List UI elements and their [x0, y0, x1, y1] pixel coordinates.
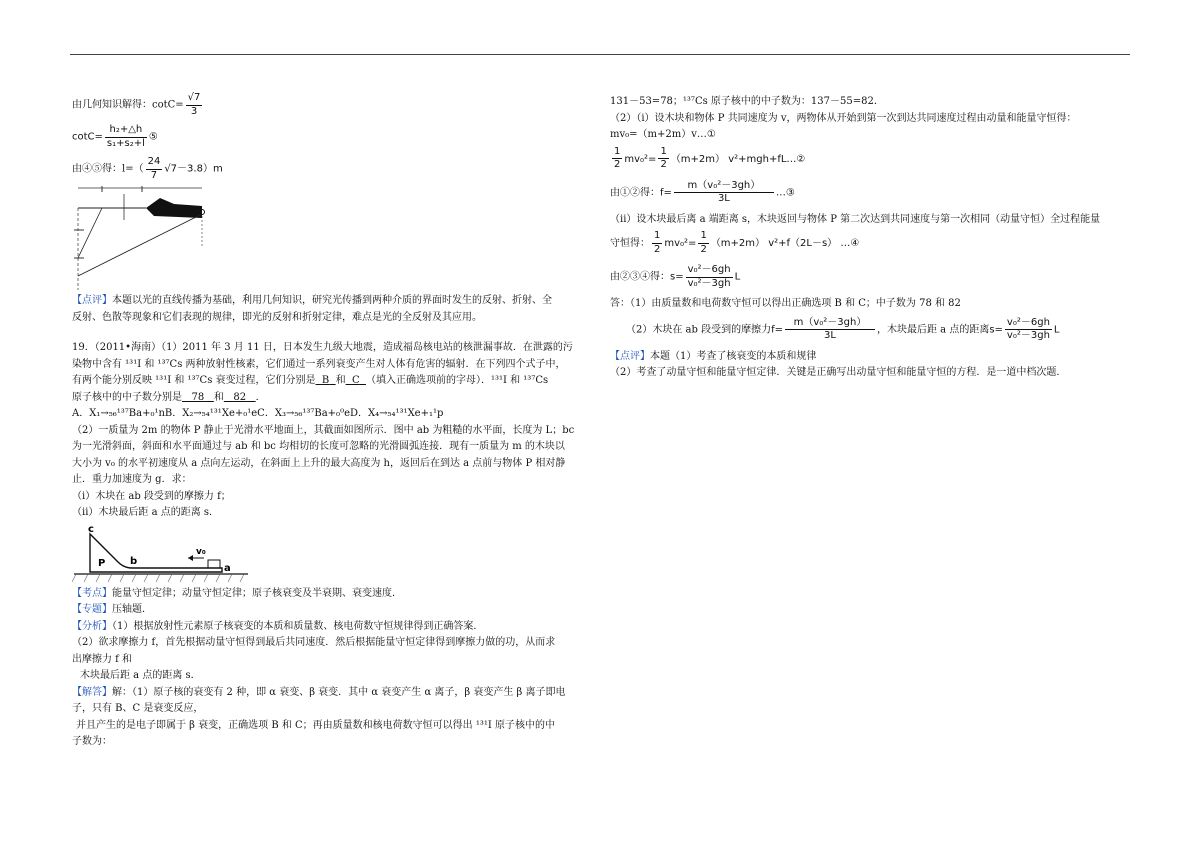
label-p: P [98, 557, 106, 569]
comment-2: 反射、色散等现象和它们表现的规律，即光的反射和折射定律，难点是光的全反射及其应用。 [72, 311, 482, 323]
q19-line: 止．重力加速度为 g．求： [72, 474, 192, 485]
fenxi-line: 出摩擦力 f 和 [72, 653, 133, 665]
fraction: $\frac{√7}{3}$ [187, 92, 201, 117]
eq-friction: 由①②得：f= $\frac{\text{m（v₀²－3gh）}}{3L}$ …③ [610, 179, 795, 204]
jieda-line: 子，只有 B、C 是衰变反应， [72, 703, 204, 714]
eq-distance: 由②③④得：s= $\frac{\text{v₀²－6gh}}{\text{v₀²－3gh}}$ L [610, 264, 741, 289]
cotc-formula: cotC= $\frac{\text{h₂+△h}}{\text{s₁+s₂+l}}$ ⑤ [72, 124, 158, 149]
right-comment-2: （2）考查了动量守恒和能量守恒定律．关键是正确写出动量守恒和能量守恒的方程．是一道中档次题． [610, 367, 1067, 378]
q19-line: 染物中含有 ¹³¹I 和 ¹³⁷Cs 两种放射性核素，它们通过一系列衰变产生对人体有危害的辐射．在下列四个式子中， [72, 358, 566, 370]
q19-line: （i）木块在 ab 段受到的摩擦力 f； [72, 490, 231, 502]
label-a: a [224, 562, 231, 574]
header-rule [70, 54, 1130, 55]
answer-2: （2）木块在 ab 段受到的摩擦力f= $\frac{\text{m（v₀²－3gh）}}{3L}$ ，木块最后距 a 点的距离s= $\frac{\text{v₀²－6gh}}{\text{v₀²－3gh}}$ L [626, 316, 1060, 341]
eq-energy: $\frac{1}{2}$ mv₀²= $\frac{1}{2}$ （m+2m） v²+mgh+fL…② [614, 145, 806, 170]
cotc-line: 由几何知识解得：cotC= $\frac{√7}{3}$ [72, 92, 201, 117]
zhuanti: 【专题】压轴题． [72, 604, 152, 615]
label-v0: v₀ [196, 546, 206, 557]
q19-line: 19．（2011•海南）（1）2011 年 3 月 11 日，日本发生九级大地震，造成福岛核电站的核泄漏事故．在泄露的污 [72, 342, 573, 353]
q19-line: 原子核中的中子数分别是 78 和 82 ． [72, 391, 266, 403]
solution-line: （2）（i）设木块和物体 P 共同速度为 v，两物体从开始到第一次到达共同速度过程由动量和能量守恒得： [610, 112, 1077, 124]
kaodian: 【考点】能量守恒定律；动量守恒定律；原子核衰变及半衰期、衰变速度． [72, 587, 402, 599]
label-b: b [130, 555, 138, 567]
jieda-line: 子数为： [72, 736, 112, 747]
fenxi-line: 木块最后距 a 点的距离 s． [80, 670, 201, 681]
q19-line: （ii）木块最后距 a 点的距离 s． [72, 507, 220, 518]
q19-line: （2）一质量为 2m 的物体 P 静止于光滑水平地面上，其截面如图所示．图中 ab 为粗糙的水平面，长度为 L；bc [72, 424, 575, 436]
neutron-count: 131－53=78；¹³⁷Cs 原子核中的中子数为：137－55=82． [610, 96, 884, 107]
q19-options: A．X₁→₅₆¹³⁷Ba+₀¹nB．X₂→₅₄¹³¹Xe+₀¹eC．X₃→₅₆¹³⁷Ba+₀⁰eD．X₄→₅₄¹³¹Xe+₁¹p [72, 408, 444, 419]
q19-line: 为一光滑斜面，斜面和水平面通过与 ab 和 bc 均相切的长度可忽略的光滑圆弧连接．现有一质量为 m 的木块以 [72, 441, 565, 452]
jieda: 【解答】解：（1）原子核的衰变有 2 种，即 α 衰变、β 衰变．其中 α 衰变产生 α 离子，β 衰变产生 β 离子即电 [72, 686, 566, 698]
solution-line: （ii）设木块最后离 a 端距离 s，木块返回与物体 P 第二次达到共同速度与第一次相同（动量守恒）全过程能量 [610, 213, 1101, 225]
l-result: 由④⑤得：l=（ $\frac{24}{7}$ √7－3.8）m [72, 156, 223, 181]
right-column [610, 96, 1130, 380]
optics-figure [72, 186, 212, 290]
answer-1: 答：（1）由质量数和电荷数守恒可以得出正确选项 B 和 C；中子数为 78 和 82 [610, 298, 961, 309]
comment-1: 【点评】本题以光的直线传播为基础，利用几何知识，研究光传播到两种介质的界面时发生的反射、折射、全 [72, 295, 552, 306]
q19-line: 大小为 v₀ 的水平初速度从 a 点向左运动，在斜面上上升的最大高度为 h，返回后在到达 a 点前与物体 P 相对静 [72, 457, 566, 469]
right-comment-1: 【点评】本题（1）考查了核衰变的本质和规律 [610, 350, 817, 362]
eq-momentum: mv₀=（m+2m）v…① [610, 129, 716, 140]
incline-figure [72, 524, 252, 586]
fenxi: 【分析】（1）根据放射性元素原子核衰变的本质和质量数、核电荷数守恒规律得到正确答案． [72, 620, 484, 632]
left-column [72, 90, 592, 749]
fenxi-line: （2）欲求摩擦力 f，首先根据动量守恒得到最后共同速度．然后根据能量守恒定律得到摩擦力做的功，从而求 [72, 637, 556, 648]
label-c: c [88, 523, 94, 535]
q19-line: 有两个能分别反映 ¹³¹I 和 ¹³⁷Cs 衰变过程，它们分别是 B 和 C （填入正确选项前的字母）．¹³¹I 和 ¹³⁷Cs [72, 375, 549, 386]
eq-energy-2: 守恒得： $\frac{1}{2}$ mv₀²= $\frac{1}{2}$ （m+2m） v²+f（2L－s） …④ [610, 230, 860, 255]
jieda-line: 并且产生的是电子即属于 β 衰变，正确选项 B 和 C；再由质量数和核电荷数守恒可以得出 ¹³¹I 原子核中的中 [76, 719, 556, 731]
